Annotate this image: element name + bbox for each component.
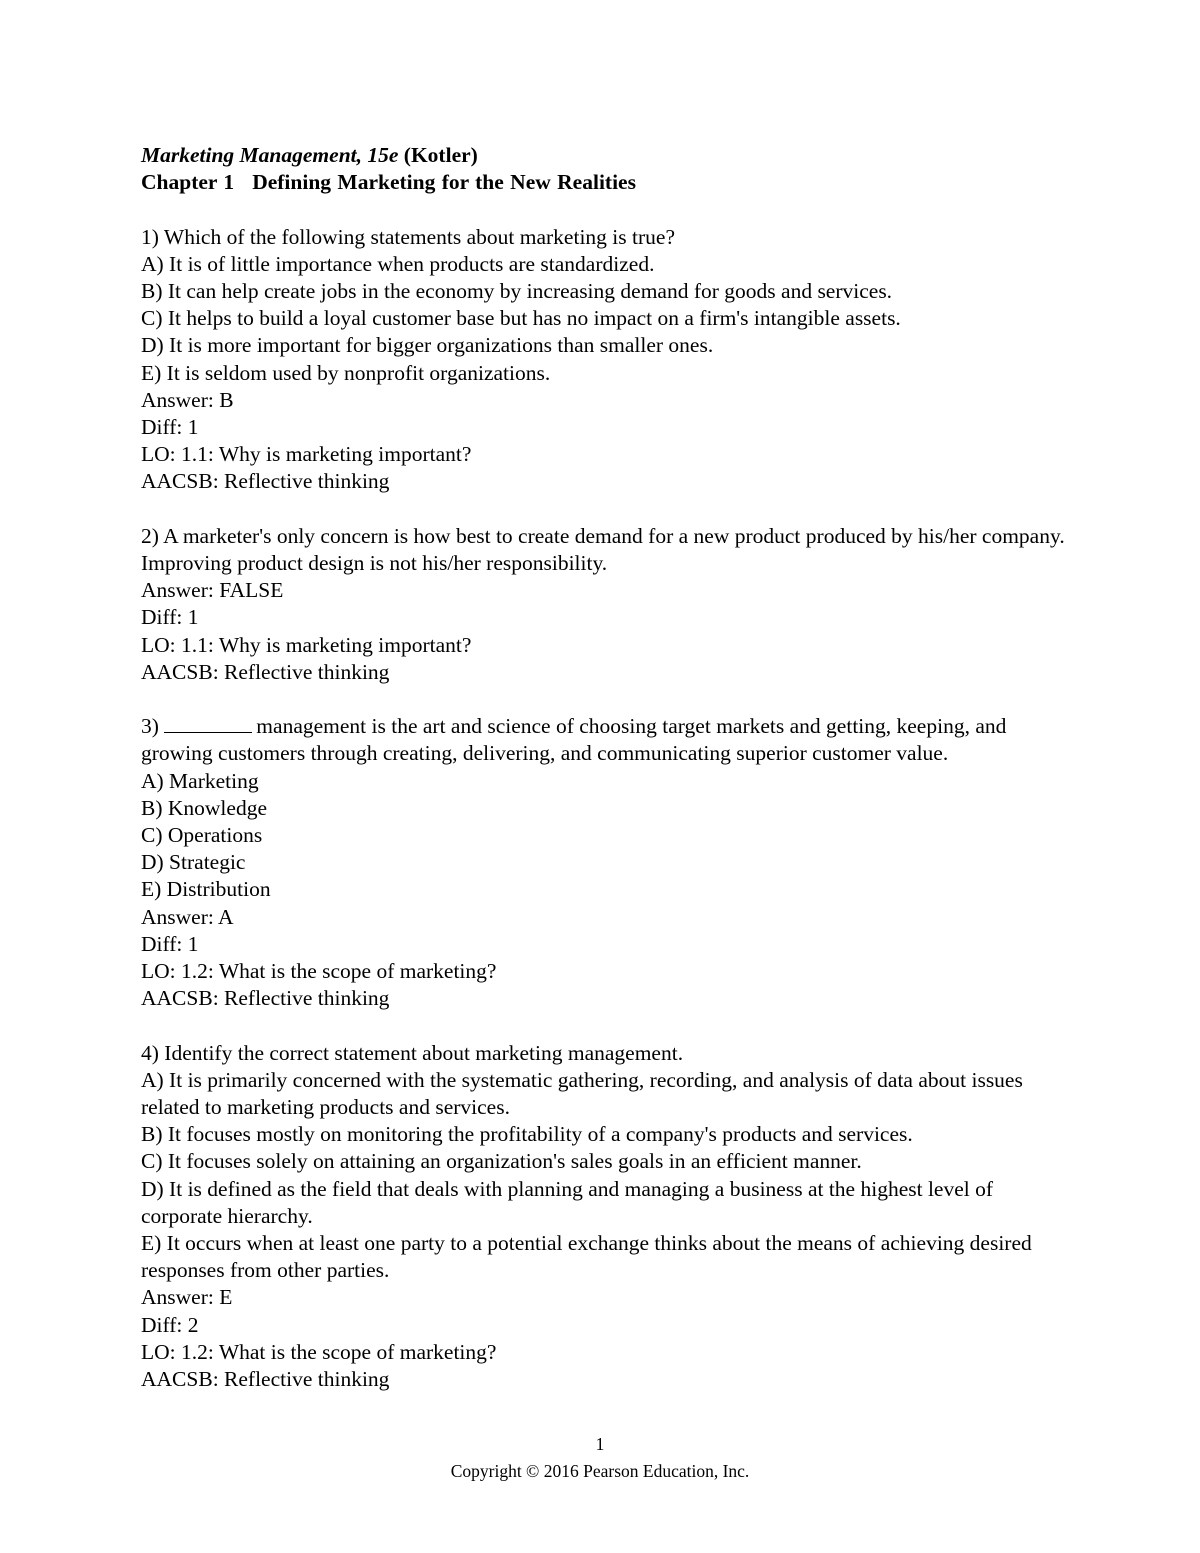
page-content	[141, 142, 1071, 1393]
book-author: (Kotler)	[403, 143, 478, 167]
question-3-option-d: D) Strategic	[141, 850, 246, 875]
question-3	[141, 713, 1071, 1012]
question-2-aacsb: AACSB: Reflective thinking	[141, 659, 390, 684]
question-3-option-b: B) Knowledge	[141, 795, 267, 820]
question-4	[141, 1040, 1071, 1394]
question-1-lo: LO: 1.1: Why is marketing important?	[141, 442, 472, 467]
question-3-option-a: A) Marketing	[141, 768, 259, 793]
question-1-answer: Answer: B	[141, 387, 234, 412]
question-3-option-c: C) Operations	[141, 823, 263, 848]
question-2-stem: 2) A marketer's only concern is how best to create demand for a new product produced by his/her company. Improving product design is not his/her responsibility.	[141, 523, 1065, 576]
question-3-number: 3)	[141, 714, 159, 739]
question-4-option-a: A) It is primarily concerned with the systematic gathering, recording, and analysis of data about issues related to marketing products and services.	[141, 1067, 1023, 1120]
copyright-notice: Copyright © 2016 Pearson Education, Inc.	[450, 1461, 750, 1481]
question-1-aacsb: AACSB: Reflective thinking	[141, 469, 390, 494]
question-3-stem-text: management is the art and science of choosing target markets and getting, keeping, and growing customers through creating, delivering, and communicating superior customer value.	[141, 714, 1007, 766]
question-1-option-e: E) It is seldom used by nonprofit organizations.	[141, 360, 551, 385]
question-2-answer: Answer: FALSE	[141, 578, 284, 603]
chapter-title: Defining Marketing for the New Realities	[252, 170, 636, 195]
question-3-aacsb: AACSB: Reflective thinking	[141, 986, 390, 1011]
fill-in-blank	[164, 714, 252, 733]
question-2-diff: Diff: 1	[141, 605, 199, 630]
question-3-option-e: E) Distribution	[141, 877, 271, 902]
question-1-option-a: A) It is of little importance when products are standardized.	[141, 251, 655, 276]
question-1-diff: Diff: 1	[141, 415, 199, 440]
question-1	[141, 224, 1071, 496]
chapter-label: Chapter 1	[141, 170, 235, 195]
question-4-stem: 4) Identify the correct statement about marketing management.	[141, 1040, 684, 1065]
question-4-option-c: C) It focuses solely on attaining an organization's sales goals in an efficient manner.	[141, 1149, 862, 1174]
question-4-option-b: B) It focuses mostly on monitoring the profitability of a company's products and services.	[141, 1122, 913, 1147]
question-1-option-d: D) It is more important for bigger organizations than smaller ones.	[141, 333, 714, 358]
question-1-option-c: C) It helps to build a loyal customer base but has no impact on a firm's intangible assets.	[141, 306, 901, 331]
question-4-aacsb: AACSB: Reflective thinking	[141, 1367, 390, 1392]
question-1-option-b: B) It can help create jobs in the economy by increasing demand for goods and services.	[141, 279, 893, 303]
question-4-diff: Diff: 2	[141, 1312, 199, 1337]
book-title: Marketing Management, 15e	[141, 143, 399, 167]
question-4-answer: Answer: E	[141, 1285, 233, 1310]
question-4-option-e: E) It occurs when at least one party to a potential exchange thinks about the means of achieving desired responses from other parties.	[141, 1231, 1032, 1283]
question-2	[141, 523, 1071, 686]
page-number: 1	[595, 1434, 605, 1454]
book-title-line	[141, 142, 1071, 169]
chapter-heading	[141, 169, 1071, 196]
question-3-lo: LO: 1.2: What is the scope of marketing?	[141, 959, 497, 984]
question-3-answer: Answer: A	[141, 904, 234, 929]
question-4-lo: LO: 1.2: What is the scope of marketing?	[141, 1339, 497, 1364]
question-3-stem	[141, 713, 1071, 767]
question-1-stem: 1) Which of the following statements about marketing is true?	[141, 224, 675, 249]
question-4-option-d: D) It is defined as the field that deals with planning and managing a business at the highest level of corporate hierarchy.	[141, 1176, 994, 1228]
question-3-diff: Diff: 1	[141, 931, 199, 956]
question-2-lo: LO: 1.1: Why is marketing important?	[141, 632, 472, 657]
